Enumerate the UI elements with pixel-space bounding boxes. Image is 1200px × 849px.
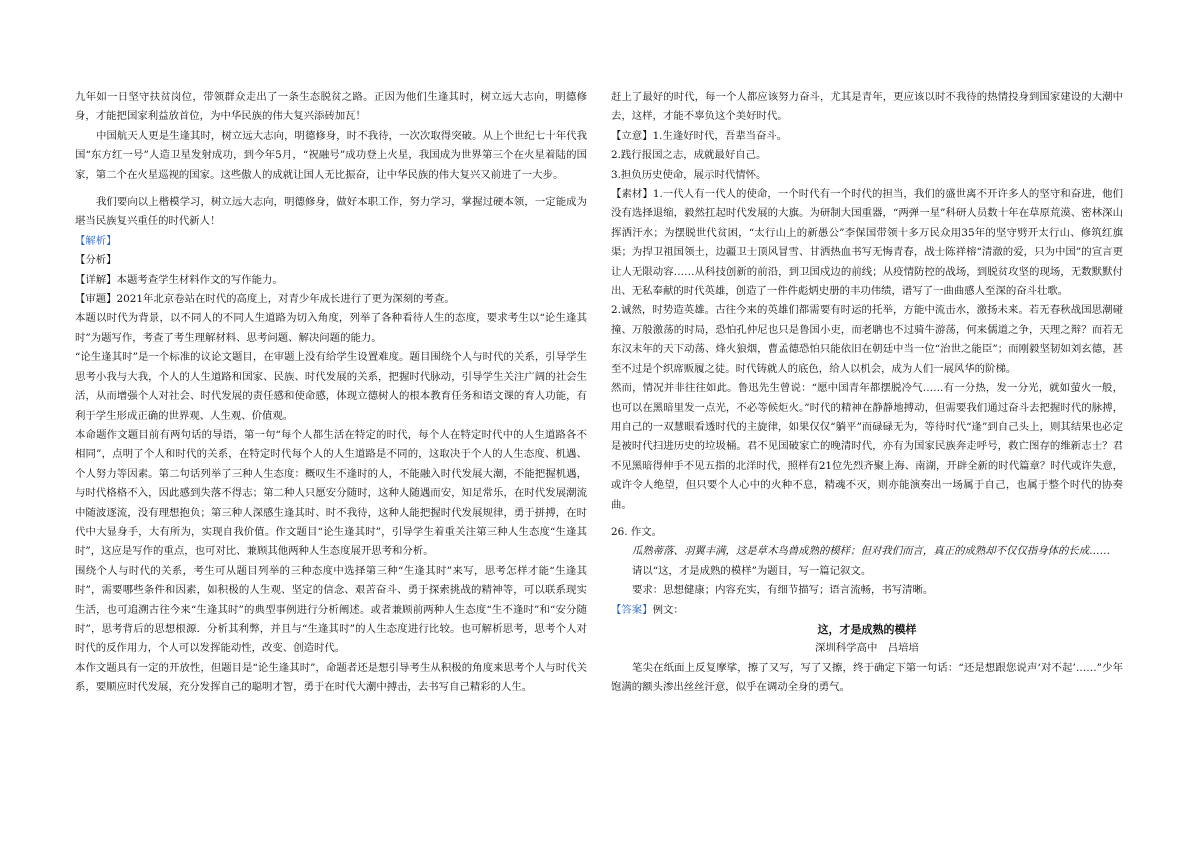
answer-label: 例文： xyxy=(652,603,684,616)
answer-line xyxy=(611,601,1123,620)
fenxi-heading: 【分析】 xyxy=(75,254,117,267)
sucai-paragraph: 【素材】1.一代人有一代人的使命，一个时代有一个时代的担当，我们的盛世离不开许多人的坚守和奋进，他们没有选择退缩，毅然扛起时代发展的大旗。为研制大国重器，“两弹一星”科研人员数十年在草原荒漠、密林深山挥洒汗水；为摆脱世代贫困，“太行山上的新愚公”李保国带领十多万民众用35年的坚守劈开太行山、修筑红旗渠；为捍卫祖国领土，边疆卫士顶风冒雪、甘洒热血书写无悔青春，战士陈祥榕“清澈的爱，只为中国”的宣言更让人无限动容……从科技创新的前沿，到卫国戍边的前线；从疫情防控的战场，到脱贫攻坚的现场，无数默默付出、无私奉献的时代英雄，创造了一件件彪炳史册的丰功伟绩，谱写了一曲曲感人至深的奋斗壮歌。 xyxy=(611,188,1123,298)
analysis-paragraph: 本题以时代为背景，以不同人的不同人生道路为切入角度，列举了各种看待人生的态度，要求考生以“论生逢其时”为题写作，考查了考生理解材料、思考问题、解决问题的能力。 xyxy=(75,312,587,344)
liyi-item: 1.生逢好时代，吾辈当奋斗。 xyxy=(652,129,788,142)
xiangjie-paragraph: 【详解】本题考查学生材料作文的写作能力。 xyxy=(75,273,283,286)
sucai-paragraph: 然而，情况并非往往如此。鲁迅先生曾说：“愿中国青年都摆脱冷气……有一分热，发一分光，就如萤火一般，也可以在黑暗里发一点光，不必等候炬火。”时代的精神在静静地搏动，但需要我们通过奋斗去把握时代的脉搏，用自己的一双慧眼看透时代的主旋律，如果仅仅“躺平”而碌碌无为，等待时代“逢”到自己头上，则其结果也必定是被时代扫进历史的垃圾桶。君不见国破家亡的晚清时代，亦有为国家民族奔走呼号，救亡图存的维新志士？君不见黑暗得伸手不见五指的北洋时代，照样有21位先烈齐聚上海、南湖，开辟全新的时代篇章？时代或许失意，或许令人绝望，但只要个人心中的火种不息，精魂不灭，则亦能演奏出一场属于自己，也属于整个时代的协奏曲。 xyxy=(611,382,1123,511)
paragraph: 我们要向以上楷模学习，树立远大志向，明德修身，做好本职工作，努力学习，掌握过硬本领，一定能成为堪当民族复兴重任的时代新人！ xyxy=(75,196,587,228)
analysis-paragraph: 本作文题具有一定的开放性，但题目是“论生逢其时”，命题者还是想引导考生从积极的角度来思考个人与时代关系，要顺应时代发展，充分发挥自己的聪明才智，勇于在时代大潮中搏击，去书写自己精彩的人生。 xyxy=(75,661,587,694)
analysis-paragraph: 围绕个人与时代的关系，考生可从题目列举的三种态度中选择第三种“生逢其时”来写，思考怎样才能“生逢其时”，需要哪些条件和因素，如积极的人生观、坚定的信念、艰苦奋斗、勇于探索挑战的精神等，可以联系现实生活，也可追溯古往今来“生逢其时”的典型事例进行分析阐述。或者兼顾前两种人生态度“生不逢时”和“安分随时”，思考背后的思想根源．分析其利弊，并且与“生逢其时”的人生态度进行比较。也可解析思考，思考个人对时代的反作用力，个人可以发挥能动性，改变、创造时代。 xyxy=(75,564,587,655)
analysis-paragraph: “论生逢其时”是一个标准的议论文题目，在审题上没有给学生设置难度。题目围绕个人与时代的关系，引导学生思考小我与大我，个人的人生道路和国家、民族、时代发展的关系，把握时代脉动，引导学生关注广阔的社会生活，从而增强个人对社会、时代发展的责任感和使命感，体现立德树人的根本教育任务和语文课的育人功能，有利于学生形成正确的世界观、人生观、价值观。 xyxy=(75,351,587,422)
paragraph: 中国航天人更是生逢其时，树立远大志向，明德修身，时不我待，一次次取得突破。从上个世纪七十年代我国“东方红一号”人造卫星发射成功，到今年5月，“祝融号”成功登上火星，我国成为世界第三个在火星着陆的国家，第二个在火星巡视的国家。这些傲人的成就让国人无比振奋，让中华民族的伟大复兴又前进了一大步。 xyxy=(75,129,587,181)
essay-paragraph: 笔尖在纸面上反复摩挲，擦了又写，写了又擦，终于确定下第一句话：“还是想跟您说声‘对不起’……”少年饱满的额头渗出丝丝汗意，似乎在调动全身的勇气。 xyxy=(611,661,1123,694)
spacer xyxy=(611,515,1123,523)
question-number: 26. 作文。 xyxy=(611,525,662,538)
left-column xyxy=(75,88,587,698)
right-column xyxy=(611,88,1123,698)
liyi-item: 2.践行报国之志，成就最好自己。 xyxy=(611,149,767,162)
prompt-instruction: 请以“这，才是成熟的模样”为题目，写一篇记叙文。 xyxy=(632,564,872,577)
answer-tag: 【答案】 xyxy=(611,603,653,616)
liyi-item: 3.担负历史使命，展示时代情怀。 xyxy=(611,168,767,181)
spacer xyxy=(75,185,587,193)
analysis-paragraph: 本命题作文题目前有两句话的导语，第一句“每个人都生活在特定的时代，每个人在特定时代中的人生道路各不相同”，点明了个人和时代的关系，在特定时代每个人的人生道路是不同的，这取决于个人的人生态度、机遇、个人努力等因素。第二句话列举了三种人生态度：概叹生不逢时的人，不能融入时代发展大潮，不能把握机遇，与时代格格不入，因此感到失落不得志；第二种人只愿安分随时，这种人随遇而安，知足常乐，在时代发展潮流中随波逐流，没有理想抱负；第三种人深感生逢其时、时不我待，这种人能把握时代发展规律，勇于拼搏，在时代中大显身手，大有所为，实现自我价值。作文题目“论生逢其时”，引导学生着重关注第三种人生态度“生逢其时”，这应是写作的重点，也可对比、兼顾其他两种人生态度展开思考和分析。 xyxy=(75,428,587,558)
essay-author: 深圳科学高中 吕培培 xyxy=(815,642,919,655)
sucai-paragraph: 2.诚然，时势造英雄。古往今来的英雄们都需要有时运的托举，方能中流击水，激扬未来。若无春秋战国思潮碰撞、万般激荡的时局，恐怕孔仲尼也只是鲁国小吏，而老聃也不过骑牛游荡，何来儒道之争，天理之辩？而若无东汉末年的天下动荡、烽火狼烟，曹孟德恐怕只能依旧在朝廷中当一位“治世之能臣”；而刚毅坚韧如刘玄德，甚至不过是个织席贩履之徒。时代铸就人的底色，给人以机会，成为人们一展风华的阶梯。 xyxy=(611,304,1123,375)
paragraph: 九年如一日坚守扶贫岗位，带领群众走出了一条生态脱贫之路。正因为他们生逢其时，树立远大志向，明德修身，才能把国家利益放首位，为中华民族的伟大复兴添砖加瓦！ xyxy=(75,91,587,123)
prompt-quote: 瓜熟蒂落、羽翼丰满，这是草木鸟兽成熟的模样；但对我们而言，真正的成熟却不仅仅指身体的长成…… xyxy=(632,545,1110,558)
analysis-tag: 【解析】 xyxy=(75,234,117,247)
shenti-paragraph: 【审题】2021年北京卷站在时代的高度上，对青少年成长进行了更为深刻的考查。 xyxy=(75,293,455,306)
liyi-tag: 【立意】 xyxy=(611,129,653,142)
liyi-line xyxy=(611,127,1123,146)
intro-paragraph: 赶上了最好的时代，每一个人都应该努力奋斗，尤其是青年，更应该以时不我待的热情投身到国家建设的大潮中去，这样，才能不辜负这个美好时代。 xyxy=(611,91,1123,123)
essay-title: 这，才是成熟的模样 xyxy=(817,622,917,636)
requirements: 要求：思想健康；内容充实，有细节描写；语言流畅，书写清晰。 xyxy=(632,584,934,597)
